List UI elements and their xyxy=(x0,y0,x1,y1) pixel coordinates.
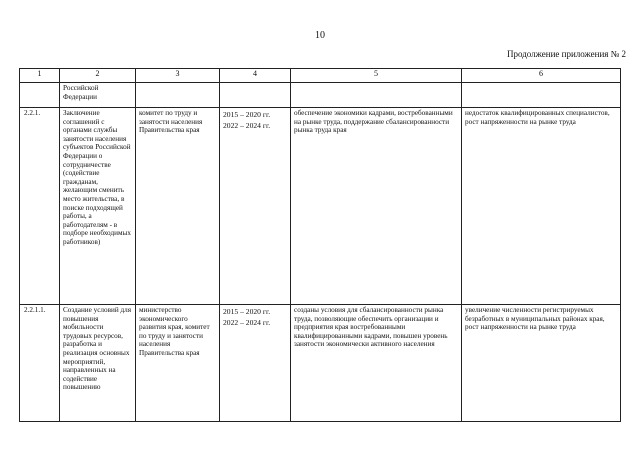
header-cell: 1 xyxy=(20,69,60,83)
measure-cell: Заключение соглашений с органами службы занятости населения субъектов Российской Федерации о сотрудничестве (содействие гражданам, желающим сменить место жительства, в поиске подходящей работы, а работодателям - в подборе необходимых работников) xyxy=(60,108,136,305)
header-row xyxy=(20,69,621,83)
period-line: 2015 – 2020 гг. xyxy=(223,110,271,119)
header-cell: 5 xyxy=(291,69,462,83)
table-row xyxy=(20,83,621,108)
table-cell xyxy=(20,83,60,108)
table-cell xyxy=(136,83,220,108)
consequences-cell: недостаток квалифицированных специалистов, рост напряженности на рынке труда xyxy=(462,108,621,305)
consequences-cell: увеличение численности регистрируемых безработных в муниципальных районах края, рост напряженности на рынке труда xyxy=(462,305,621,422)
table-row xyxy=(20,305,621,422)
measures-table xyxy=(19,68,621,422)
period-cell xyxy=(220,305,291,422)
row-number: 2.2.1. xyxy=(20,108,60,305)
period-line: 2015 – 2020 гг. xyxy=(223,307,271,316)
period-line: 2022 – 2024 гг. xyxy=(223,121,271,130)
measure-cell: Создание условий для повышения мобильности трудовых ресурсов, разработка и реализация основных мероприятий, направленных на содействие повышению xyxy=(60,305,136,422)
table-cell xyxy=(220,83,291,108)
appendix-continuation-label: Продолжение приложения № 2 xyxy=(506,49,626,59)
header-cell: 6 xyxy=(462,69,621,83)
period-cell xyxy=(220,108,291,305)
executor-cell: министерство экономического развития края, комитет по труду и занятости населения Правительства края xyxy=(136,305,220,422)
period-line: 2022 – 2024 гг. xyxy=(223,318,271,327)
row-number: 2.2.1.1. xyxy=(20,305,60,422)
page-number: 10 xyxy=(315,30,325,41)
carry-over-text: Российской Федерации xyxy=(60,83,136,108)
table-row xyxy=(20,108,621,305)
executor-cell: комитет по труду и занятости населения Правительства края xyxy=(136,108,220,305)
header-cell: 2 xyxy=(60,69,136,83)
table-cell xyxy=(462,83,621,108)
header-cell: 3 xyxy=(136,69,220,83)
result-cell: обеспечение экономики кадрами, востребованными на рынке труда, поддержание сбалансированности рынка труда края xyxy=(291,108,462,305)
table-cell xyxy=(291,83,462,108)
header-cell: 4 xyxy=(220,69,291,83)
result-cell: созданы условия для сбалансированности рынка труда, позволяющие обеспечить организации и предприятия края востребованными квалифицированными кадрами, повышен уровень занятости экономически активного населения xyxy=(291,305,462,422)
